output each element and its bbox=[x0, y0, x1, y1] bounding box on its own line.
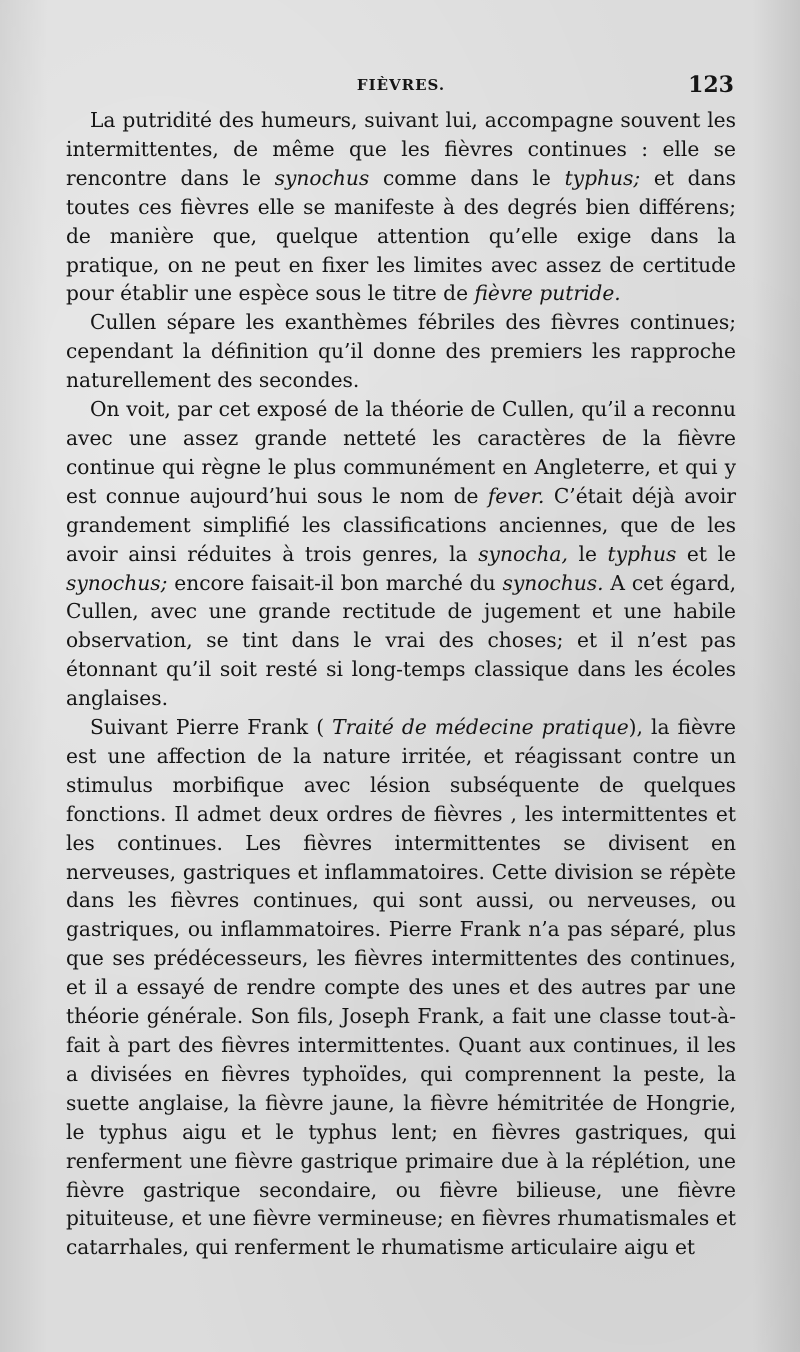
italic-text: fever. bbox=[487, 483, 545, 508]
italic-text: synocha, bbox=[478, 541, 568, 566]
italic-text: synochus. bbox=[502, 570, 604, 595]
body-text bbox=[66, 106, 736, 1262]
text-run: encore faisait-il bon marché du bbox=[167, 570, 503, 595]
paragraph bbox=[66, 395, 736, 713]
text-run: comme dans le bbox=[369, 165, 565, 190]
page-number: 123 bbox=[688, 72, 734, 98]
text-run: et le bbox=[676, 541, 736, 566]
paragraph bbox=[66, 106, 736, 308]
text-run: et dans toutes ces fièvres elle se manifeste à des degrés bien différens; de manière que, quelque attention qu’elle exige dans la pratique, on ne peut en fixer les limites avec assez de certitude pour établir une espèce sous le titre de bbox=[66, 165, 736, 306]
italic-text: synochus; bbox=[66, 570, 168, 595]
italic-text: typhus; bbox=[564, 165, 641, 190]
italic-text: typhus bbox=[607, 541, 677, 566]
text-run: A cet égard, Cullen, avec une grande rectitude de jugement et une habile observation, se tint dans le vrai des choses; et il n’est pas étonnant qu’il soit resté si long-temps classique dans les écoles anglaises. bbox=[66, 570, 736, 711]
italic-text: Traité de médecine pratique bbox=[332, 715, 629, 740]
running-title: FIÈVRES. bbox=[356, 76, 446, 94]
italic-text: fièvre putride. bbox=[474, 281, 621, 306]
book-page bbox=[66, 66, 736, 1262]
paragraph bbox=[66, 308, 736, 395]
text-run: Cullen sépare les exanthèmes fébriles des fièvres continues; cependant la définition qu’il donne des premiers les rapproche naturellement des secondes. bbox=[66, 310, 736, 393]
text-run: le bbox=[567, 541, 608, 566]
text-run: ), la fièvre est une affection de la nature irritée, et réagissant contre un stimulus morbifique avec lésion subséquente de quelques fonctions. Il admet deux ordres de fièvres , les intermittentes et les continues. Les fièvres intermittentes se divisent en nerveuses, gastriques et inflammatoires. Cette division se répète dans les fièvres continues, qui sont aussi, ou nerveuses, ou gastriques, ou inflammatoires. Pierre Frank n’a pas séparé, plus que ses prédécesseurs, les fièvres intermittentes des continues, et il a essayé de rendre compte des unes et des autres par une théorie générale. Son fils, Joseph Frank, a fait une classe tout-à-fait à part des fièvres intermittentes. Quant aux continues, il les a divisées en fièvres typhoïdes, qui comprennent la peste, la suette anglaise, la fièvre jaune, la fièvre hémitritée de Hongrie, le typhus aigu et le typhus lent; en fièvres gastriques, qui renferment une fièvre gastrique primaire due à la réplétion, une fièvre gastrique secondaire, ou fièvre bilieuse, une fièvre pituiteuse, et une fièvre vermineuse; en fièvres rhumatismales et catarrhales, qui renferment le rhumatisme articulaire aigu et bbox=[66, 715, 736, 1260]
text-run: La putridité des humeurs, suivant lui, accompagne souvent les intermittentes, de même que les fièvres continues : elle se rencontre dans le bbox=[66, 108, 736, 190]
italic-text: synochus bbox=[274, 165, 370, 190]
paragraph bbox=[66, 713, 736, 1262]
text-run: C’était déjà avoir grandement simplifié les classifications anciennes, que de les avoir ainsi réduites à trois genres, la bbox=[66, 483, 736, 566]
text-run: Suivant Pierre Frank ( bbox=[90, 715, 333, 740]
running-head bbox=[66, 66, 736, 106]
text-run: On voit, par cet exposé de la théorie de Cullen, qu’il a reconnu avec une assez grande netteté les caractères de la fièvre continue qui règne le plus communément en Angleterre, et qui y est connue aujourd’hui sous le nom de bbox=[66, 397, 736, 508]
